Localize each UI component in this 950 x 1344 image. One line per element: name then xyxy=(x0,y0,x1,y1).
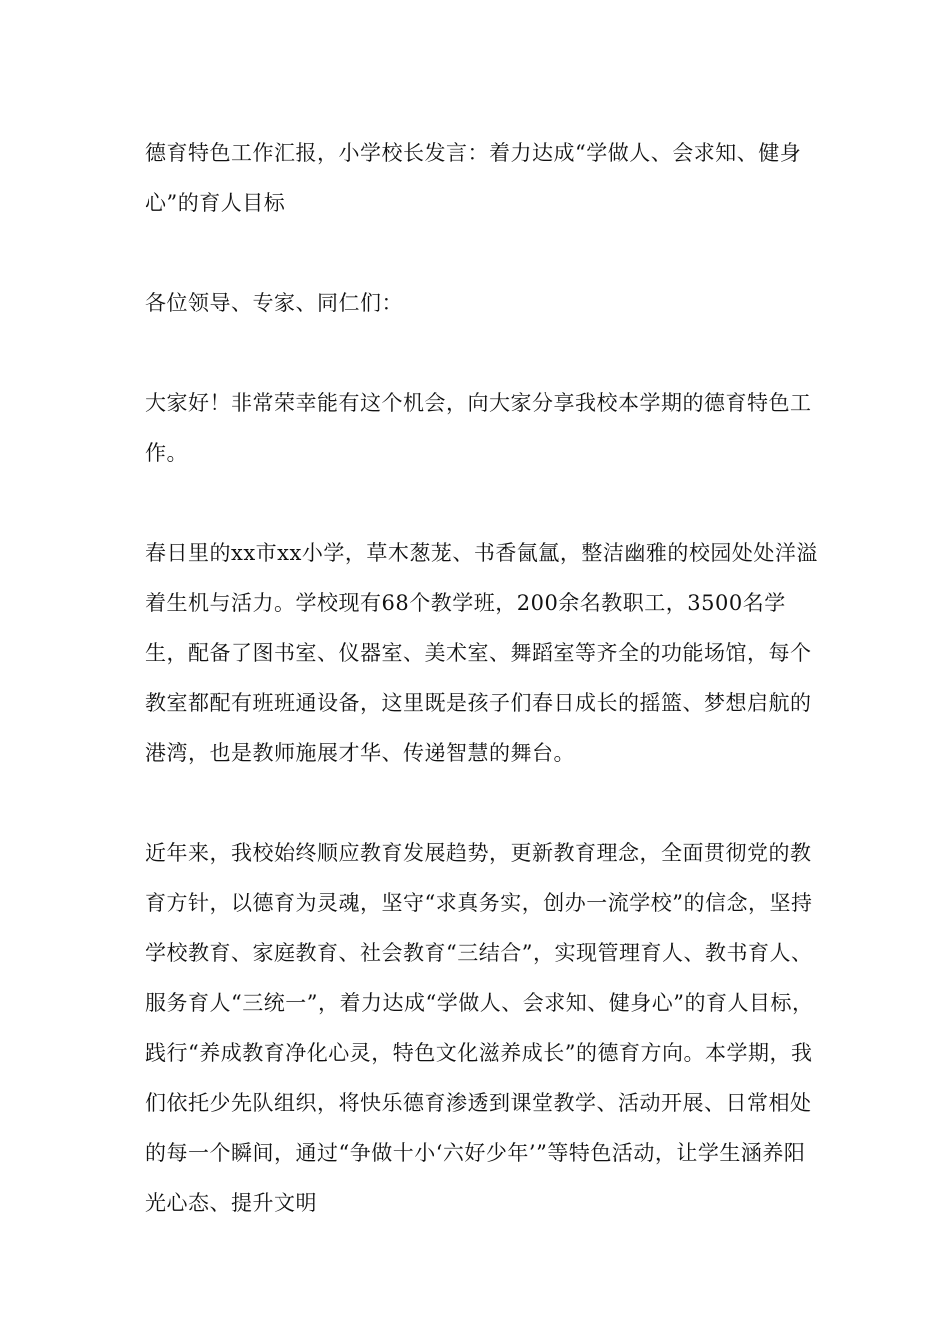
paragraph-gap xyxy=(145,778,825,828)
paragraph-gap xyxy=(145,478,825,528)
document-title: 德育特色工作汇报，小学校长发言：着力达成“学做人、会求知、健身心”的育人目标 xyxy=(145,141,802,215)
document-body xyxy=(145,128,825,1228)
salutation: 各位领导、专家、同仁们： xyxy=(145,291,403,315)
paragraph-moral-education: 近年来，我校始终顺应教育发展趋势，更新教育理念，全面贯彻党的教育方针，以德育为灵魂，坚守“求真务实，创办一流学校”的信念，坚持学校教育、家庭教育、社会教育“三结合”，实现管理育人、教书育人、服务育人“三统一”，着力达成“学做人、会求知、健身心”的育人目标，践行“养成教育净化心灵，特色文化滋养成长”的德育方向。本学期，我们依托少先队组织，将快乐德育渗透到课堂教学、活动开展、日常相处的每一个瞬间，通过“争做十小‘六好少年’”等特色活动，让学生涵养阳光心态、提升文明 xyxy=(145,841,814,1215)
paragraph-gap xyxy=(145,328,825,378)
paragraph-greeting: 大家好！非常荣幸能有这个机会，向大家分享我校本学期的德育特色工作。 xyxy=(145,391,812,465)
paragraph-gap xyxy=(145,228,825,278)
paragraph-school-intro: 春日里的xx市xx小学，草木葱茏、书香氤氲，整洁幽雅的校园处处洋溢着生机与活力。学校现有68个教学班，200余名教职工，3500名学生，配备了图书室、仪器室、美术室、舞蹈室等齐全的功能场馆，每个教室都配有班班通设备，这里既是孩子们春日成长的摇篮、梦想启航的港湾，也是教师施展才华、传递智慧的舞台。 xyxy=(145,541,818,765)
